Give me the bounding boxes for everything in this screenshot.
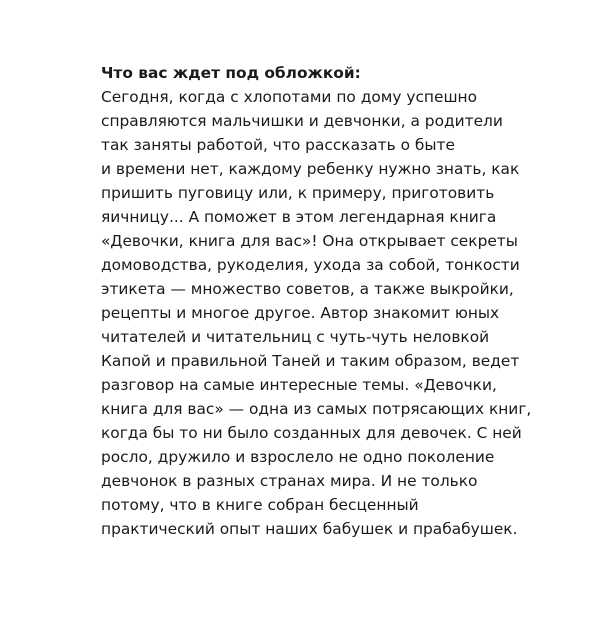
text-line: практический опыт наших бабушек и прабабушек.: [101, 520, 518, 538]
text-line: Капой и правильной Таней и таким образом, ведет: [101, 352, 520, 370]
text-line: и времени нет, каждому ребенку нужно знать, как: [101, 160, 520, 178]
text-line: этикета — множество советов, а также выкройки,: [101, 280, 514, 298]
text-line: пришить пуговицу или, к примеру, приготовить: [101, 184, 495, 202]
text-line: яичницу... А поможет в этом легендарная книга: [101, 208, 497, 226]
description-block: [101, 61, 541, 541]
text-line: читателей и читательниц с чуть-чуть неловкой: [101, 328, 490, 346]
text-line: «Девочки, книга для вас»! Она открывает секреты: [101, 232, 518, 250]
text-line: росло, дружило и взрослело не одно поколение: [101, 448, 495, 466]
text-line: девчонок в разных странах мира. И не только: [101, 472, 478, 490]
text-line: справляются мальчишки и девчонки, а родители: [101, 112, 503, 130]
text-line: так заняты работой, что рассказать о быте: [101, 136, 455, 154]
text-line: рецепты и многое другое. Автор знакомит юных: [101, 304, 500, 322]
text-line: Сегодня, когда с хлопотами по дому успешно: [101, 88, 478, 106]
text-line: книга для вас» — одна из самых потрясающих книг,: [101, 400, 532, 418]
text-line: разговор на самые интересные темы. «Девочки,: [101, 376, 497, 394]
section-heading: Что вас ждет под обложкой:: [101, 64, 361, 82]
text-line: домоводства, рукоделия, ухода за собой, тонкости: [101, 256, 520, 274]
text-line: когда бы то ни было созданных для девочек. С ней: [101, 424, 522, 442]
text-line: потому, что в книге собран бесценный: [101, 496, 419, 514]
